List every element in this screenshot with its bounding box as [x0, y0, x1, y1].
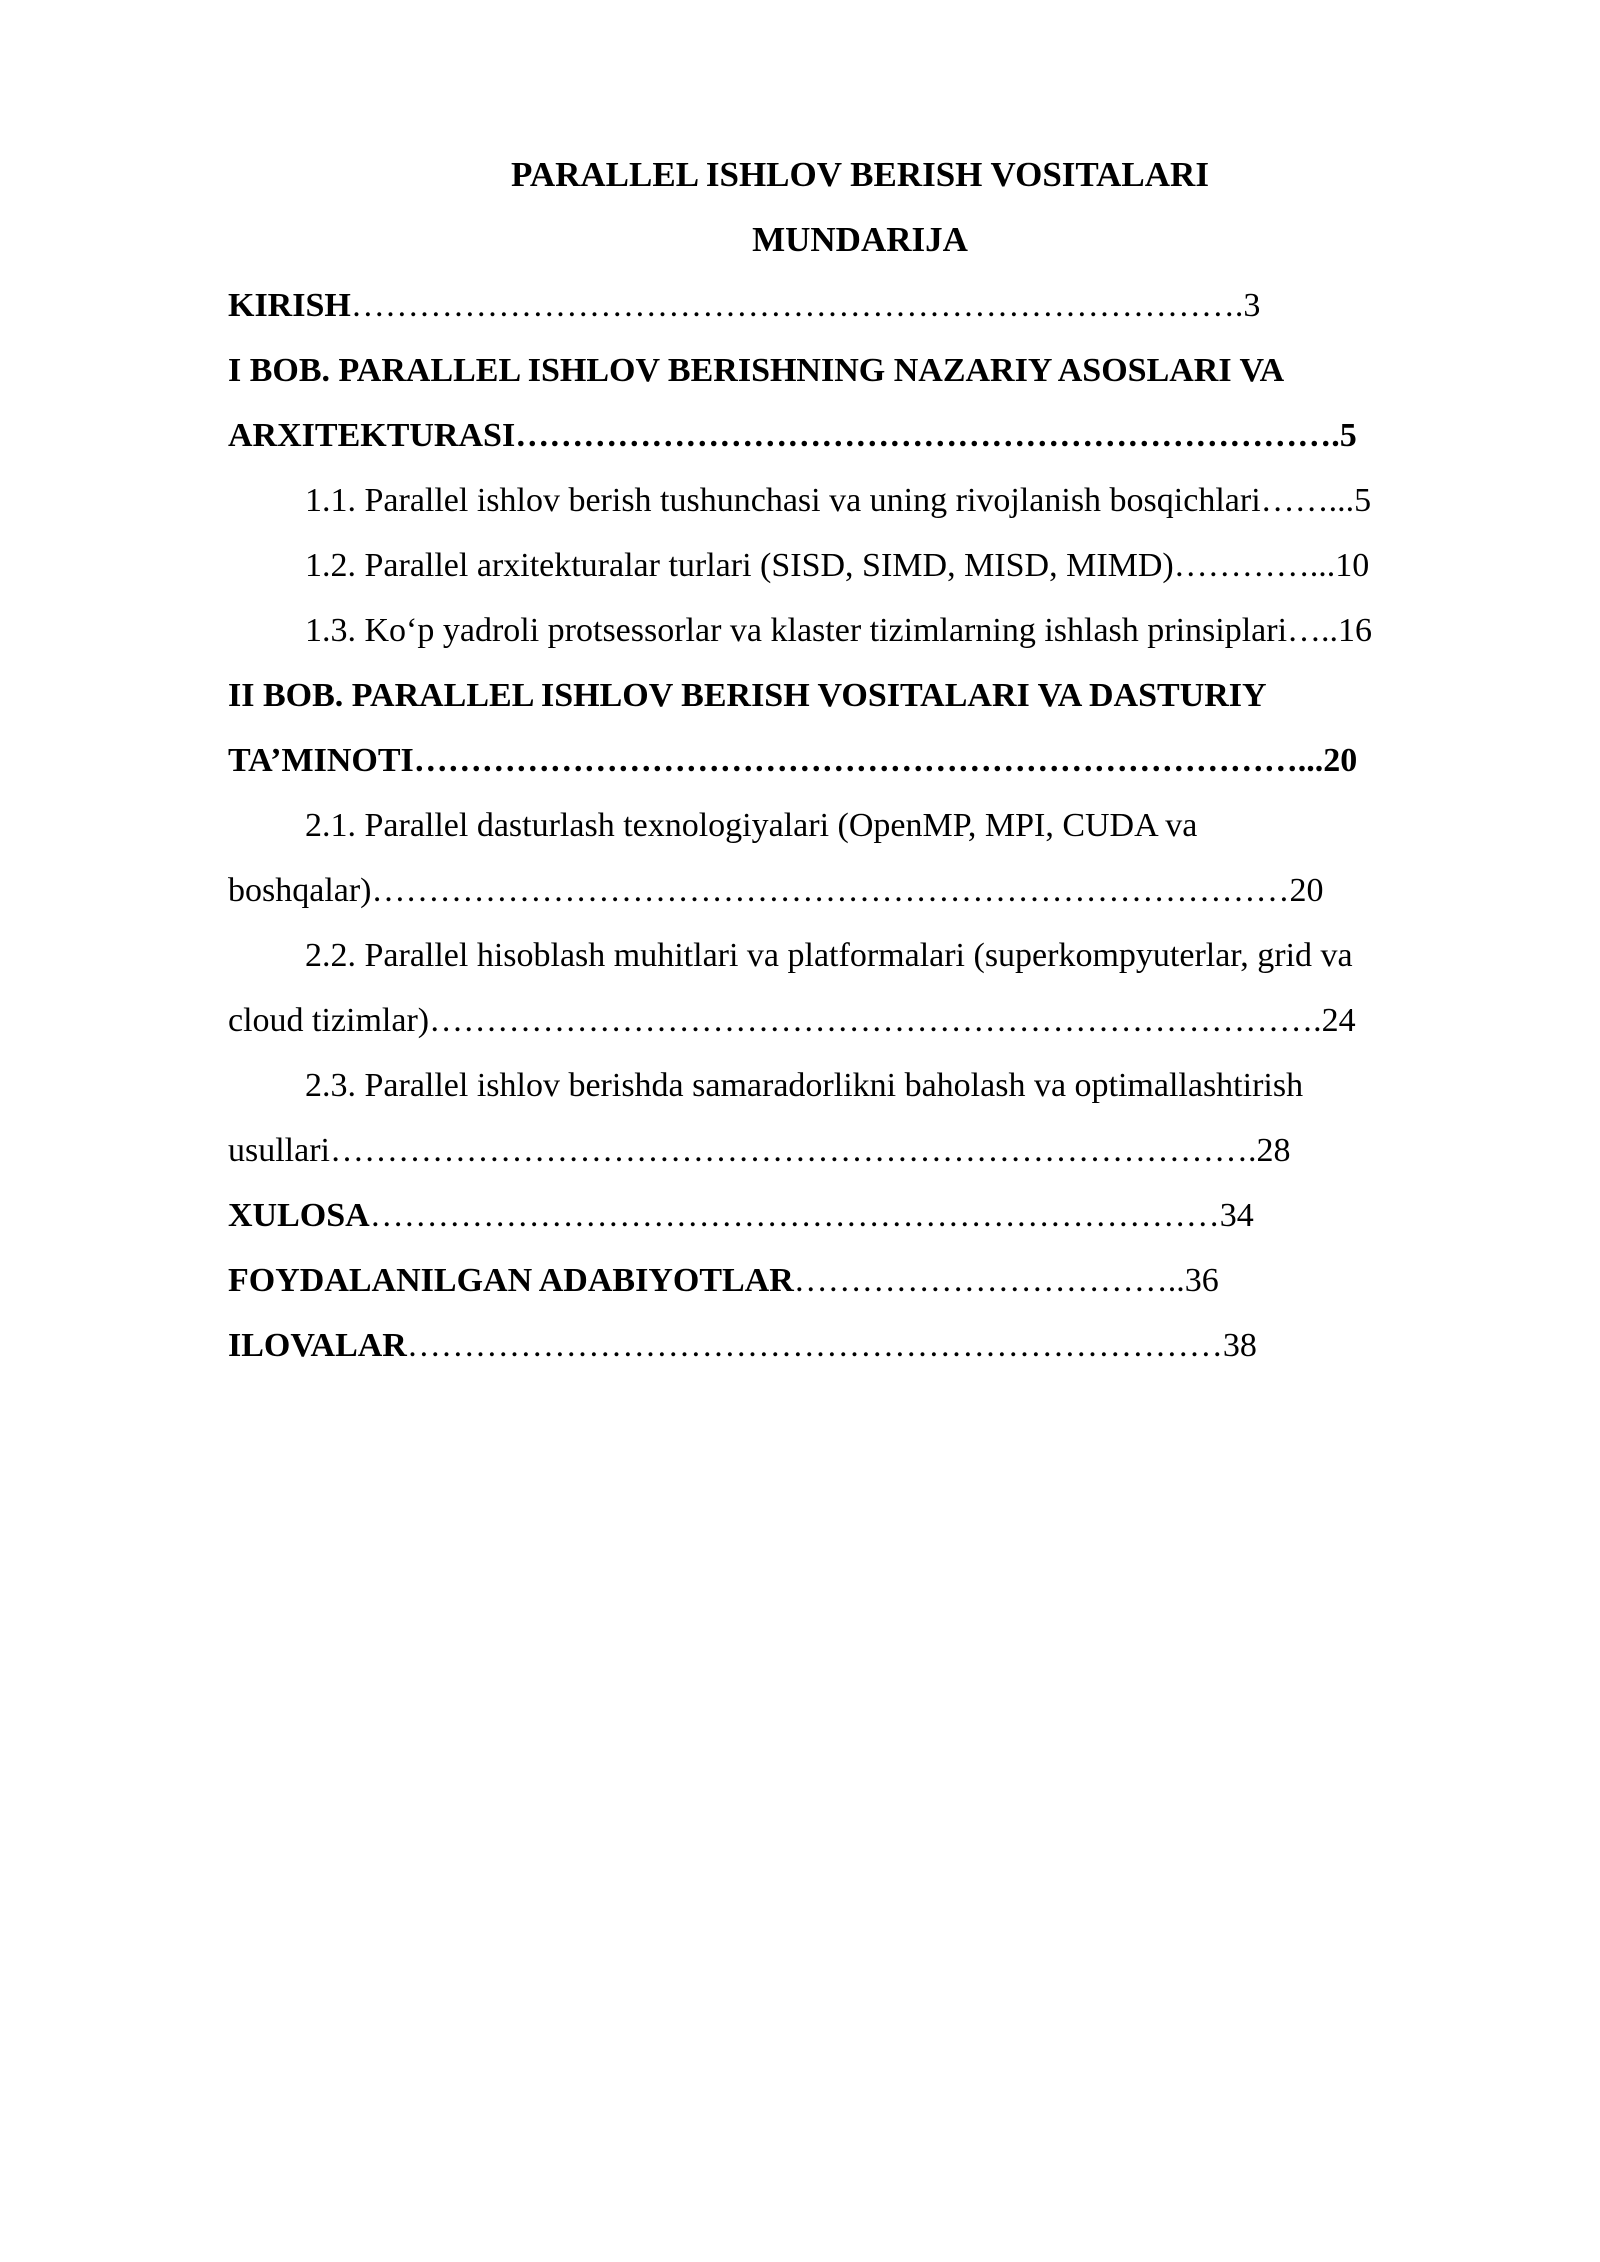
toc-leader-dots: ……………………………………………………………………...: [413, 742, 1324, 779]
toc-leader-dots: …………………………………………………………………: [369, 1197, 1220, 1234]
toc-page-number: 24: [1321, 1002, 1356, 1039]
toc-leader-dots: ………………………………………………………………………: [371, 872, 1290, 909]
toc-entry-label: II BOB. PARALLEL ISHLOV BERISH VOSITALARI VA DASTURIY: [228, 677, 1267, 714]
toc-leader-dots: ……………………………………………………………………….: [329, 1132, 1257, 1169]
toc-entry-label: 1.2. Parallel arxitekturalar turlari (SISD, SIMD, MISD, MIMD): [305, 547, 1174, 584]
toc-entry-label: 1.3. Ko‘p yadroli protsessorlar va klaster tizimlarning ishlash prinsiplari: [305, 612, 1288, 649]
toc-page-number: 10: [1335, 547, 1370, 584]
toc-entry-label: ILOVALAR: [228, 1327, 407, 1364]
toc-entry-kirish: [228, 286, 1260, 326]
toc-entry-bob-1-continued: [228, 416, 1357, 456]
toc-leader-dots: ……………………………..: [793, 1262, 1185, 1299]
toc-entry-label: XULOSA: [228, 1197, 370, 1234]
toc-entry-2-2: [305, 936, 1353, 976]
toc-entry-label: ARXITEKTURASI: [228, 417, 516, 454]
toc-entry-label: 2.3. Parallel ishlov berishda samaradorlikni baholash va optimallashtirish: [305, 1067, 1304, 1104]
toc-page-number: 5: [1354, 482, 1372, 519]
toc-leader-dots: ……………………………………………………………….: [515, 417, 1340, 454]
toc-page-number: 5: [1339, 417, 1357, 454]
toc-leader-dots: …………………………………………………………………….: [350, 287, 1244, 324]
toc-entry-2-1: [305, 806, 1197, 846]
toc-entry-bob-2-continued: [228, 741, 1357, 781]
toc-heading: MUNDARIJA: [752, 220, 968, 259]
toc-entry-bob-2: [228, 676, 1267, 716]
toc-leader-dots: …………...: [1173, 547, 1336, 584]
toc-entry-1-3: [305, 611, 1372, 651]
toc-page-number: 36: [1184, 1262, 1219, 1299]
toc-entry-label: FOYDALANILGAN ADABIYOTLAR: [228, 1262, 794, 1299]
toc-entry-label: 1.1. Parallel ishlov berish tushunchasi va uning rivojlanish bosqichlari: [305, 482, 1261, 519]
toc-page-number: 20: [1323, 742, 1358, 779]
toc-entry-label: cloud tizimlar): [228, 1002, 430, 1039]
toc-entry-label: boshqalar): [228, 872, 372, 909]
toc-leader-dots: ………………………………………………………………: [406, 1327, 1223, 1364]
toc-entry-xulosa: [228, 1196, 1254, 1236]
toc-entry-label: TA’MINOTI: [228, 742, 414, 779]
toc-entry-2-2-continued: [228, 1001, 1356, 1041]
toc-entry-1-1: [305, 481, 1371, 521]
toc-page-number: 3: [1243, 287, 1261, 324]
toc-page-number: 28: [1256, 1132, 1291, 1169]
toc-entry-ilovalar: [228, 1326, 1257, 1366]
toc-entry-adabiyotlar: [228, 1261, 1219, 1301]
toc-entry-label: 2.2. Parallel hisoblash muhitlari va platformalari (superkompyuterlar, grid va: [305, 937, 1353, 974]
toc-entry-label: I BOB. PARALLEL ISHLOV BERISHNING NAZARIY ASOSLARI VA: [228, 352, 1285, 389]
toc-page-number: 16: [1338, 612, 1373, 649]
toc-entry-label: 2.1. Parallel dasturlash texnologiyalari (OpenMP, MPI, CUDA va: [305, 807, 1198, 844]
toc-leader-dots: …..: [1287, 612, 1339, 649]
toc-page-number: 20: [1289, 872, 1324, 909]
toc-entry-2-1-continued: [228, 871, 1324, 911]
toc-entry-1-2: [305, 546, 1369, 586]
toc-leader-dots: ……...: [1260, 482, 1355, 519]
toc-entry-2-3-continued: [228, 1131, 1290, 1171]
toc-entry-label: KIRISH: [228, 287, 351, 324]
toc-page-number: 38: [1222, 1327, 1257, 1364]
toc-entry-2-3: [305, 1066, 1303, 1106]
toc-page-number: 34: [1219, 1197, 1254, 1234]
toc-leader-dots: …………………………………………………………………….: [429, 1002, 1322, 1039]
toc-entry-bob-1: [228, 351, 1284, 391]
toc-entry-label: usullari: [228, 1132, 330, 1169]
document-title: PARALLEL ISHLOV BERISH VOSITALARI: [511, 155, 1209, 194]
